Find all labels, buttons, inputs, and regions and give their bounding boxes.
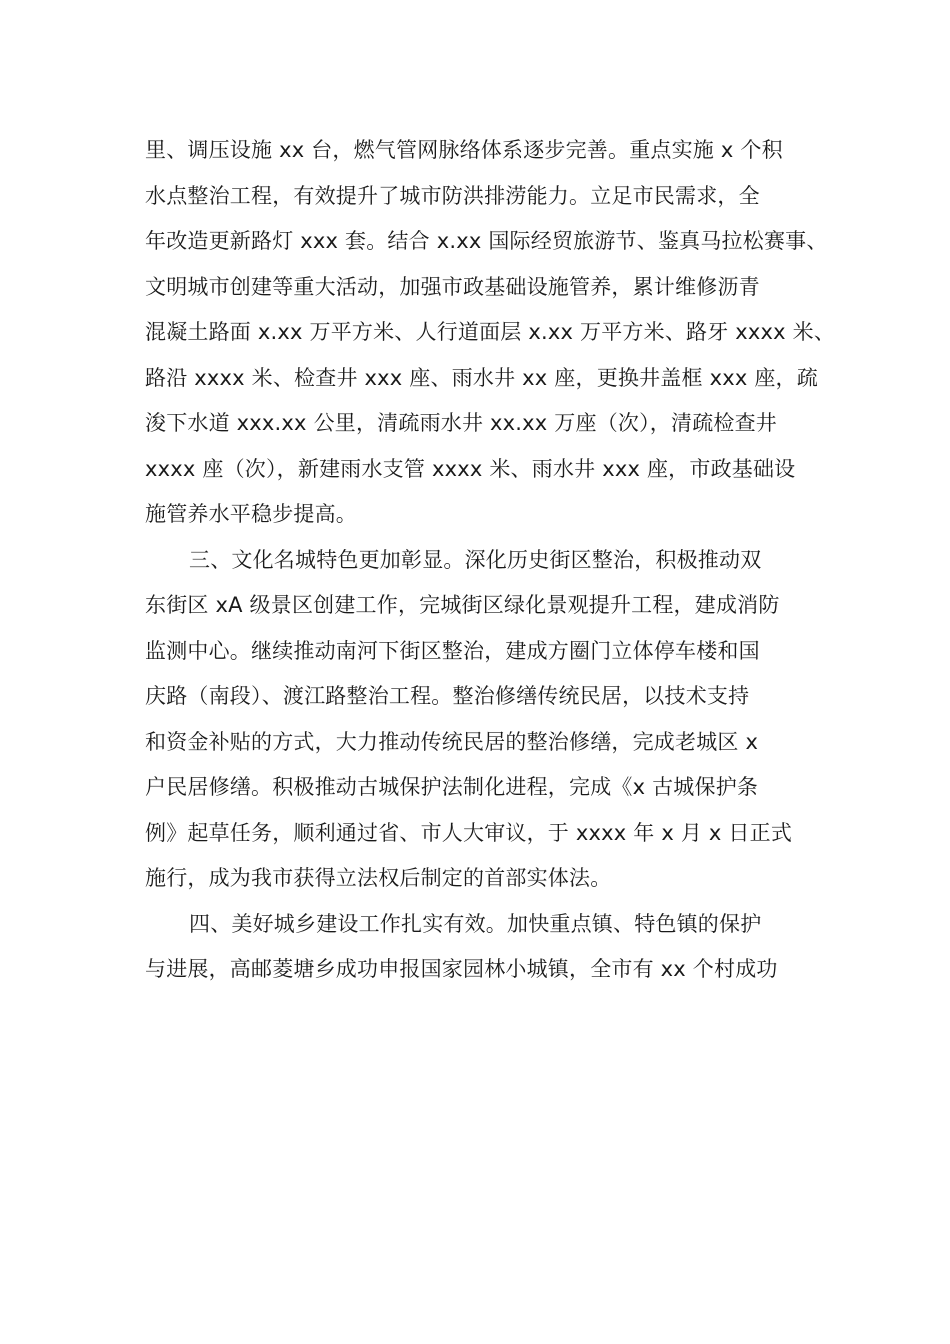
text-line: 户民居修缮。积极推动古城保护法制化进程，完成《x 古城保护条 <box>145 775 759 799</box>
text-line: 东街区 xA 级景区创建工作，完城街区绿化景观提升工程，建成消防 <box>145 593 780 617</box>
paragraph-1 <box>145 128 836 538</box>
text-line: 和资金补贴的方式，大力推动传统民居的整治修缮，完成老城区 x <box>145 729 759 754</box>
paragraph-3 <box>145 902 825 993</box>
text-line: 浚下水道 xxx.xx 公里，清疏雨水井 xx.xx 万座（次），清疏检查井 <box>145 411 777 435</box>
text-line: 四、美好城乡建设工作扎实有效。加快重点镇、特色镇的保护 <box>189 911 762 936</box>
text-line: 与进展，高邮菱塘乡成功申报国家园林小城镇，全市有 xx 个村成功 <box>145 957 778 981</box>
text-line: 庆路（南段）、渡江路整治工程。整治修缮传统民居，以技术支持 <box>145 684 750 708</box>
text-line: 水点整治工程，有效提升了城市防洪排涝能力。立足市民需求，全 <box>145 183 760 208</box>
text-line: 监测中心。继续推动南河下街区整治，建成方圈门立体停车楼和国 <box>145 638 760 663</box>
text-line: 例》起草任务，顺利通过省、市人大审议，于 xxxx 年 x 月 x 日正式 <box>145 820 793 845</box>
document-body <box>145 128 836 993</box>
text-line: 年改造更新路灯 xxx 套。结合 x.xx 国际经贸旅游节、鉴真马拉松赛事、 <box>145 229 828 253</box>
text-line: 施管养水平稳步提高。 <box>145 502 357 526</box>
text-line: 文明城市创建等重大活动，加强市政基础设施管养，累计维修沥青 <box>145 274 760 299</box>
text-line: xxxx 座（次），新建雨水支管 xxxx 米、雨水井 xxx 座，市政基础设 <box>145 456 796 481</box>
text-line: 里、调压设施 xx 台，燃气管网脉络体系逐步完善。重点实施 x 个积 <box>145 138 783 162</box>
text-line: 施行，成为我市获得立法权后制定的首部实体法。 <box>145 866 612 890</box>
text-line: 混凝土路面 x.xx 万平方米、人行道面层 x.xx 万平方米、路牙 xxxx 米、 <box>145 320 836 344</box>
text-line: 三、文化名城特色更加彰显。深化历史街区整治，积极推动双 <box>189 547 762 572</box>
text-line: 路沿 xxxx 米、检查井 xxx 座、雨水井 xx 座，更换井盖框 xxx 座，疏 <box>145 365 818 390</box>
paragraph-2 <box>145 538 825 902</box>
